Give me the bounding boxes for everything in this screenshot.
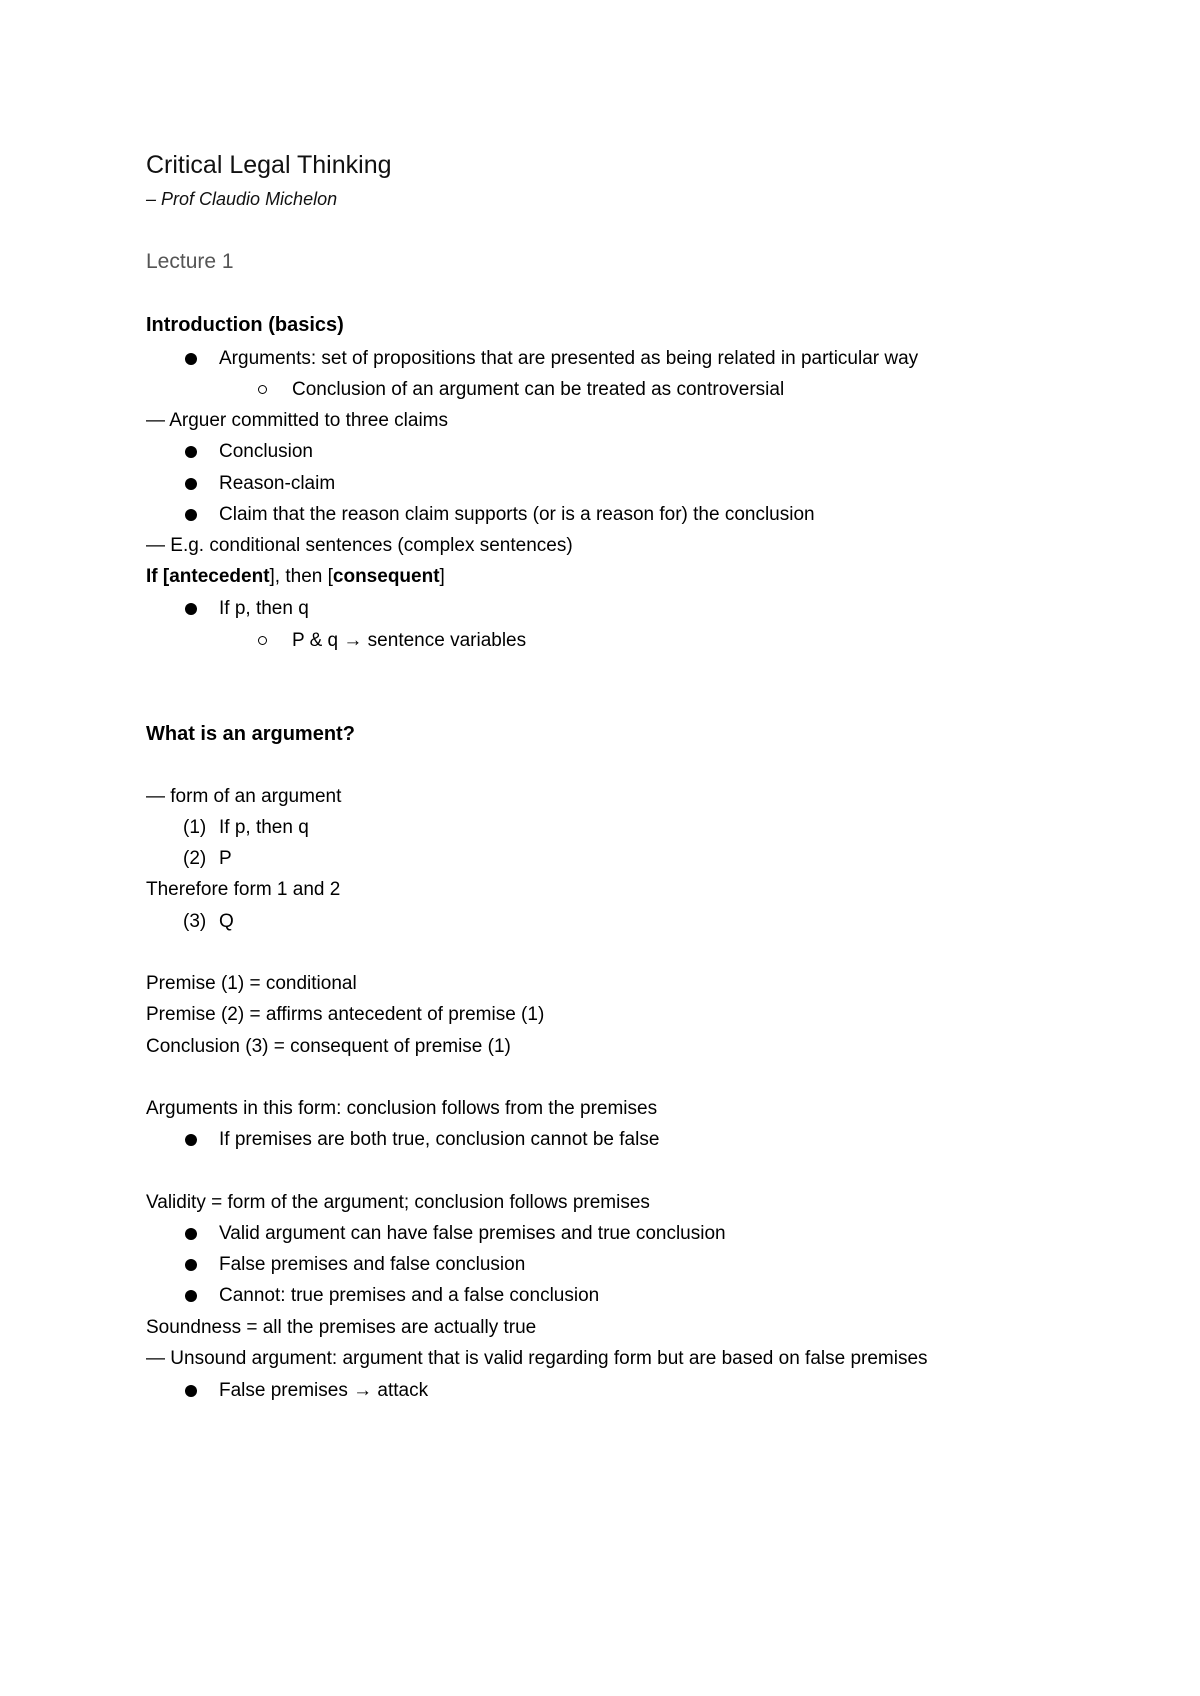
- bullet-icon: [185, 509, 197, 521]
- text-line: Arguments in this form: conclusion follows from the premises: [146, 1098, 658, 1119]
- bullet-icon: [185, 1134, 197, 1146]
- list-item: P: [219, 848, 232, 869]
- list-item: Q: [219, 911, 234, 932]
- list-item: Cannot: true premises and a false conclusion: [219, 1285, 600, 1306]
- bullet-icon: [185, 1290, 197, 1302]
- list-number: (2): [183, 848, 207, 869]
- bullet-icon: [185, 603, 197, 615]
- dash-line: — Unsound argument: argument that is valid regarding form but are based on false premises: [146, 1348, 928, 1369]
- text-line: Soundness = all the premises are actually true: [146, 1317, 537, 1338]
- list-item: Claim that the reason claim supports (or is a reason for) the conclusion: [219, 504, 815, 525]
- list-item: Reason-claim: [219, 473, 336, 494]
- bullet-icon: [185, 1259, 197, 1271]
- text-span: If [: [146, 566, 170, 587]
- bullet-icon: [185, 353, 197, 365]
- document-title: Critical Legal Thinking: [146, 151, 392, 179]
- list-item: P & q → sentence variables: [292, 630, 527, 651]
- text-span: ]: [439, 566, 445, 587]
- lecture-heading: Lecture 1: [146, 250, 234, 273]
- text-line: Premise (1) = conditional: [146, 973, 357, 994]
- list-item: If p, then q: [219, 817, 309, 838]
- text-line: Conclusion (3) = consequent of premise (1): [146, 1036, 511, 1057]
- list-item: Valid argument can have false premises and true conclusion: [219, 1223, 726, 1244]
- text-line: Therefore form 1 and 2: [146, 879, 341, 900]
- list-number: (3): [183, 911, 207, 932]
- text-line: Validity = form of the argument; conclusion follows premises: [146, 1192, 650, 1213]
- section-heading-introduction: Introduction (basics): [146, 314, 344, 336]
- list-item: False premises → attack: [219, 1380, 429, 1401]
- list-item: Conclusion: [219, 441, 313, 462]
- circle-bullet-icon: [258, 636, 267, 645]
- list-item: Conclusion of an argument can be treated as controversial: [292, 379, 785, 400]
- circle-bullet-icon: [258, 385, 267, 394]
- text-span: ], then [: [269, 566, 333, 587]
- bullet-icon: [185, 1385, 197, 1397]
- bullet-icon: [185, 478, 197, 490]
- list-item: False premises and false conclusion: [219, 1254, 526, 1275]
- bullet-icon: [185, 446, 197, 458]
- section-heading-argument: What is an argument?: [146, 723, 355, 745]
- dash-line: — E.g. conditional sentences (complex sentences): [146, 535, 573, 556]
- list-number: (1): [183, 817, 207, 838]
- conditional-form-line: [146, 565, 445, 589]
- list-item: Arguments: set of propositions that are presented as being related in particular way: [219, 348, 919, 369]
- consequent-term: consequent: [332, 566, 440, 587]
- antecedent-term: antecedent: [169, 566, 270, 587]
- dash-line: — Arguer committed to three claims: [146, 410, 448, 431]
- text-line: Premise (2) = affirms antecedent of premise (1): [146, 1004, 545, 1025]
- author-line: – Prof Claudio Michelon: [146, 189, 338, 209]
- dash-line: — form of an argument: [146, 786, 342, 807]
- bullet-icon: [185, 1228, 197, 1240]
- list-item: If p, then q: [219, 598, 309, 619]
- list-item: If premises are both true, conclusion cannot be false: [219, 1129, 660, 1150]
